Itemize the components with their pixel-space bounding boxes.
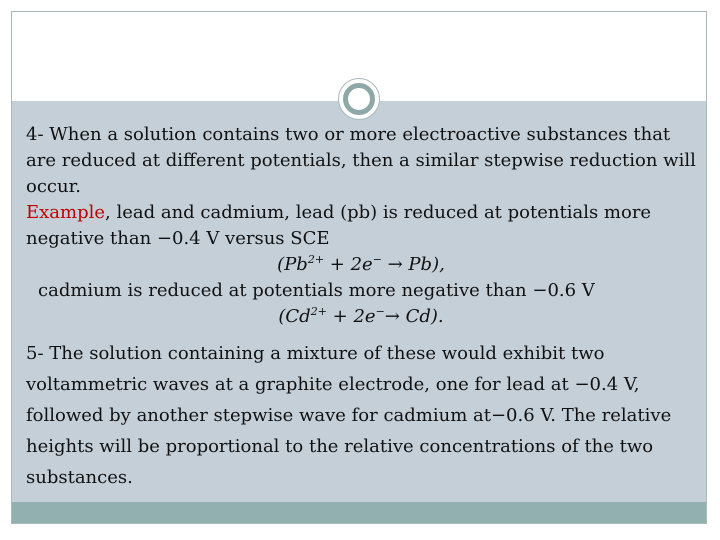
decorative-circle-icon xyxy=(338,78,380,120)
cadmium-line: cadmium is reduced at potentials more negative than −0.6 V xyxy=(38,280,595,301)
example-paragraph xyxy=(26,200,696,252)
circle-ring xyxy=(343,83,375,115)
example-label: Example xyxy=(26,202,106,223)
cadmium-equation: $(Cd^{2+} + 2e^-\to Cd)$. xyxy=(278,305,444,327)
lead-equation: $(Pb^{2+} + 2e^- \to Pb)$, xyxy=(277,253,445,275)
point-4-text: 4- When a solution contains two or more electroactive substances that are reduced at different potentials, then a similar stepwise reduction will occur. xyxy=(26,124,696,197)
bottom-bar xyxy=(12,502,706,523)
point-5-text: 5- The solution containing a mixture of these would exhibit two voltammetric waves at a graphite electrode, one for lead at −0.4 V, followed by another stepwise wave for cadmium at−0.6 V. The relative heights will be proportional to the relative concentrations of the two substances. xyxy=(26,343,672,488)
example-text: , lead and cadmium, lead (pb) is reduced at potentials more negative than −0.4 V versus SCE xyxy=(26,202,652,249)
slide-body xyxy=(26,122,696,493)
